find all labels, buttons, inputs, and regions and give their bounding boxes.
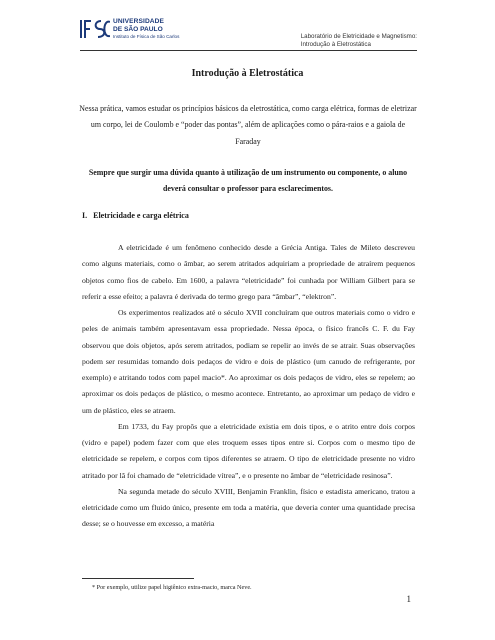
page-number: 1 [406, 594, 411, 604]
logo-university-line2: DE SÃO PAULO [113, 25, 163, 33]
logo-institute-name: Instituto de Física de São Carlos [113, 33, 180, 39]
page-header [0, 0, 495, 56]
page-title: Introdução à Eletrostática [191, 68, 304, 79]
section-heading [82, 211, 189, 220]
footnote: * Por exemplo, utilize papel higiênico extra-macio, marca Neve. [92, 584, 252, 591]
section-number: I. [82, 211, 88, 220]
body-paragraph: Em 1733, du Fay propôs que a eletricidade existia em dois tipos, e o atrito entre dois corpos (vidro e papel) podem fazer com que eles troquem esses tipos entre si. Corpos com o mesmo tipo de eletricidade se repelem, e corpos com tipos diferentes se atraem. O tipo de eletricidade presente no vidro atritado por lã foi chamado de “eletricidade vítrea”, e o presente no âmbar de “eletricidade resinosa”. [82, 421, 415, 480]
section-title: Eletricidade e carga elétrica [93, 211, 189, 220]
header-divider [80, 50, 417, 51]
header-topic: Introdução à Eletrostática [300, 41, 371, 48]
body-paragraph: Os experimentos realizados até o século XVII concluíram que outros materiais como o vidro e peles de animais também apresentavam essa propriedade. Nessa época, o físico francês C. F. du Fay observou que dois objetos, após serem atritados, podiam se repelir ao invés de se atrair. Suas observações podem ser resumidas tomando dois pedaços de vidro e dois de plástico (um canudo de refrigerante, por exemplo) e atritando todos com papel macio*. Ao aproximar os dois pedaços de vidro, eles se repelem; ao aproximar os dois pedaços de plástico, o mesmo acontece. Entretanto, ao aproximar um pedaço de vidro e um de plástico, eles se atraem. [82, 308, 415, 415]
notice-paragraph: Sempre que surgir uma dúvida quanto à utilização de um instrumento ou componente, o aluno deverá consultar o professor para esclarecimentos. [88, 168, 408, 194]
body-text [82, 240, 415, 533]
body-paragraph: Na segunda metade do século XVIII, Benjamin Franklin, físico e estadista americano, tratou a eletricidade como um fluido único, presente em toda a matéria, que deveria conter uma quantidade precisa desse; se o houvesse em excesso, a matéria [82, 486, 415, 529]
intro-paragraph: Nessa prática, vamos estudar os princípios básicos da eletrostática, como carga elétrica, formas de eletrizar um corpo, lei de Coulomb e “poder das pontas”, além de aplicações como o pára-raios e a gaiola de Faraday [79, 104, 417, 146]
logo-university-line1: UNIVERSIDADE [113, 18, 165, 25]
ifsc-logo-icon [80, 18, 110, 40]
footnote-divider [82, 578, 194, 579]
body-paragraph: A eletricidade é um fenômeno conhecido desde a Grécia Antiga. Tales de Mileto descreveu como alguns materiais, como o âmbar, ao serem atritados adquiriam a propriedade de atraírem pequenos objetos como fios de cabelo. Em 1600, a palavra “eletricidade” foi cunhada por William Gilbert para se referir a esse efeito; a palavra é derivada do termo grego para “âmbar”, “elektron”. [82, 243, 415, 301]
usp-ifsc-logo [80, 18, 190, 44]
header-course: Laboratório de Eletricidade e Magnetismo: [300, 33, 417, 40]
header-course-info [301, 33, 417, 49]
